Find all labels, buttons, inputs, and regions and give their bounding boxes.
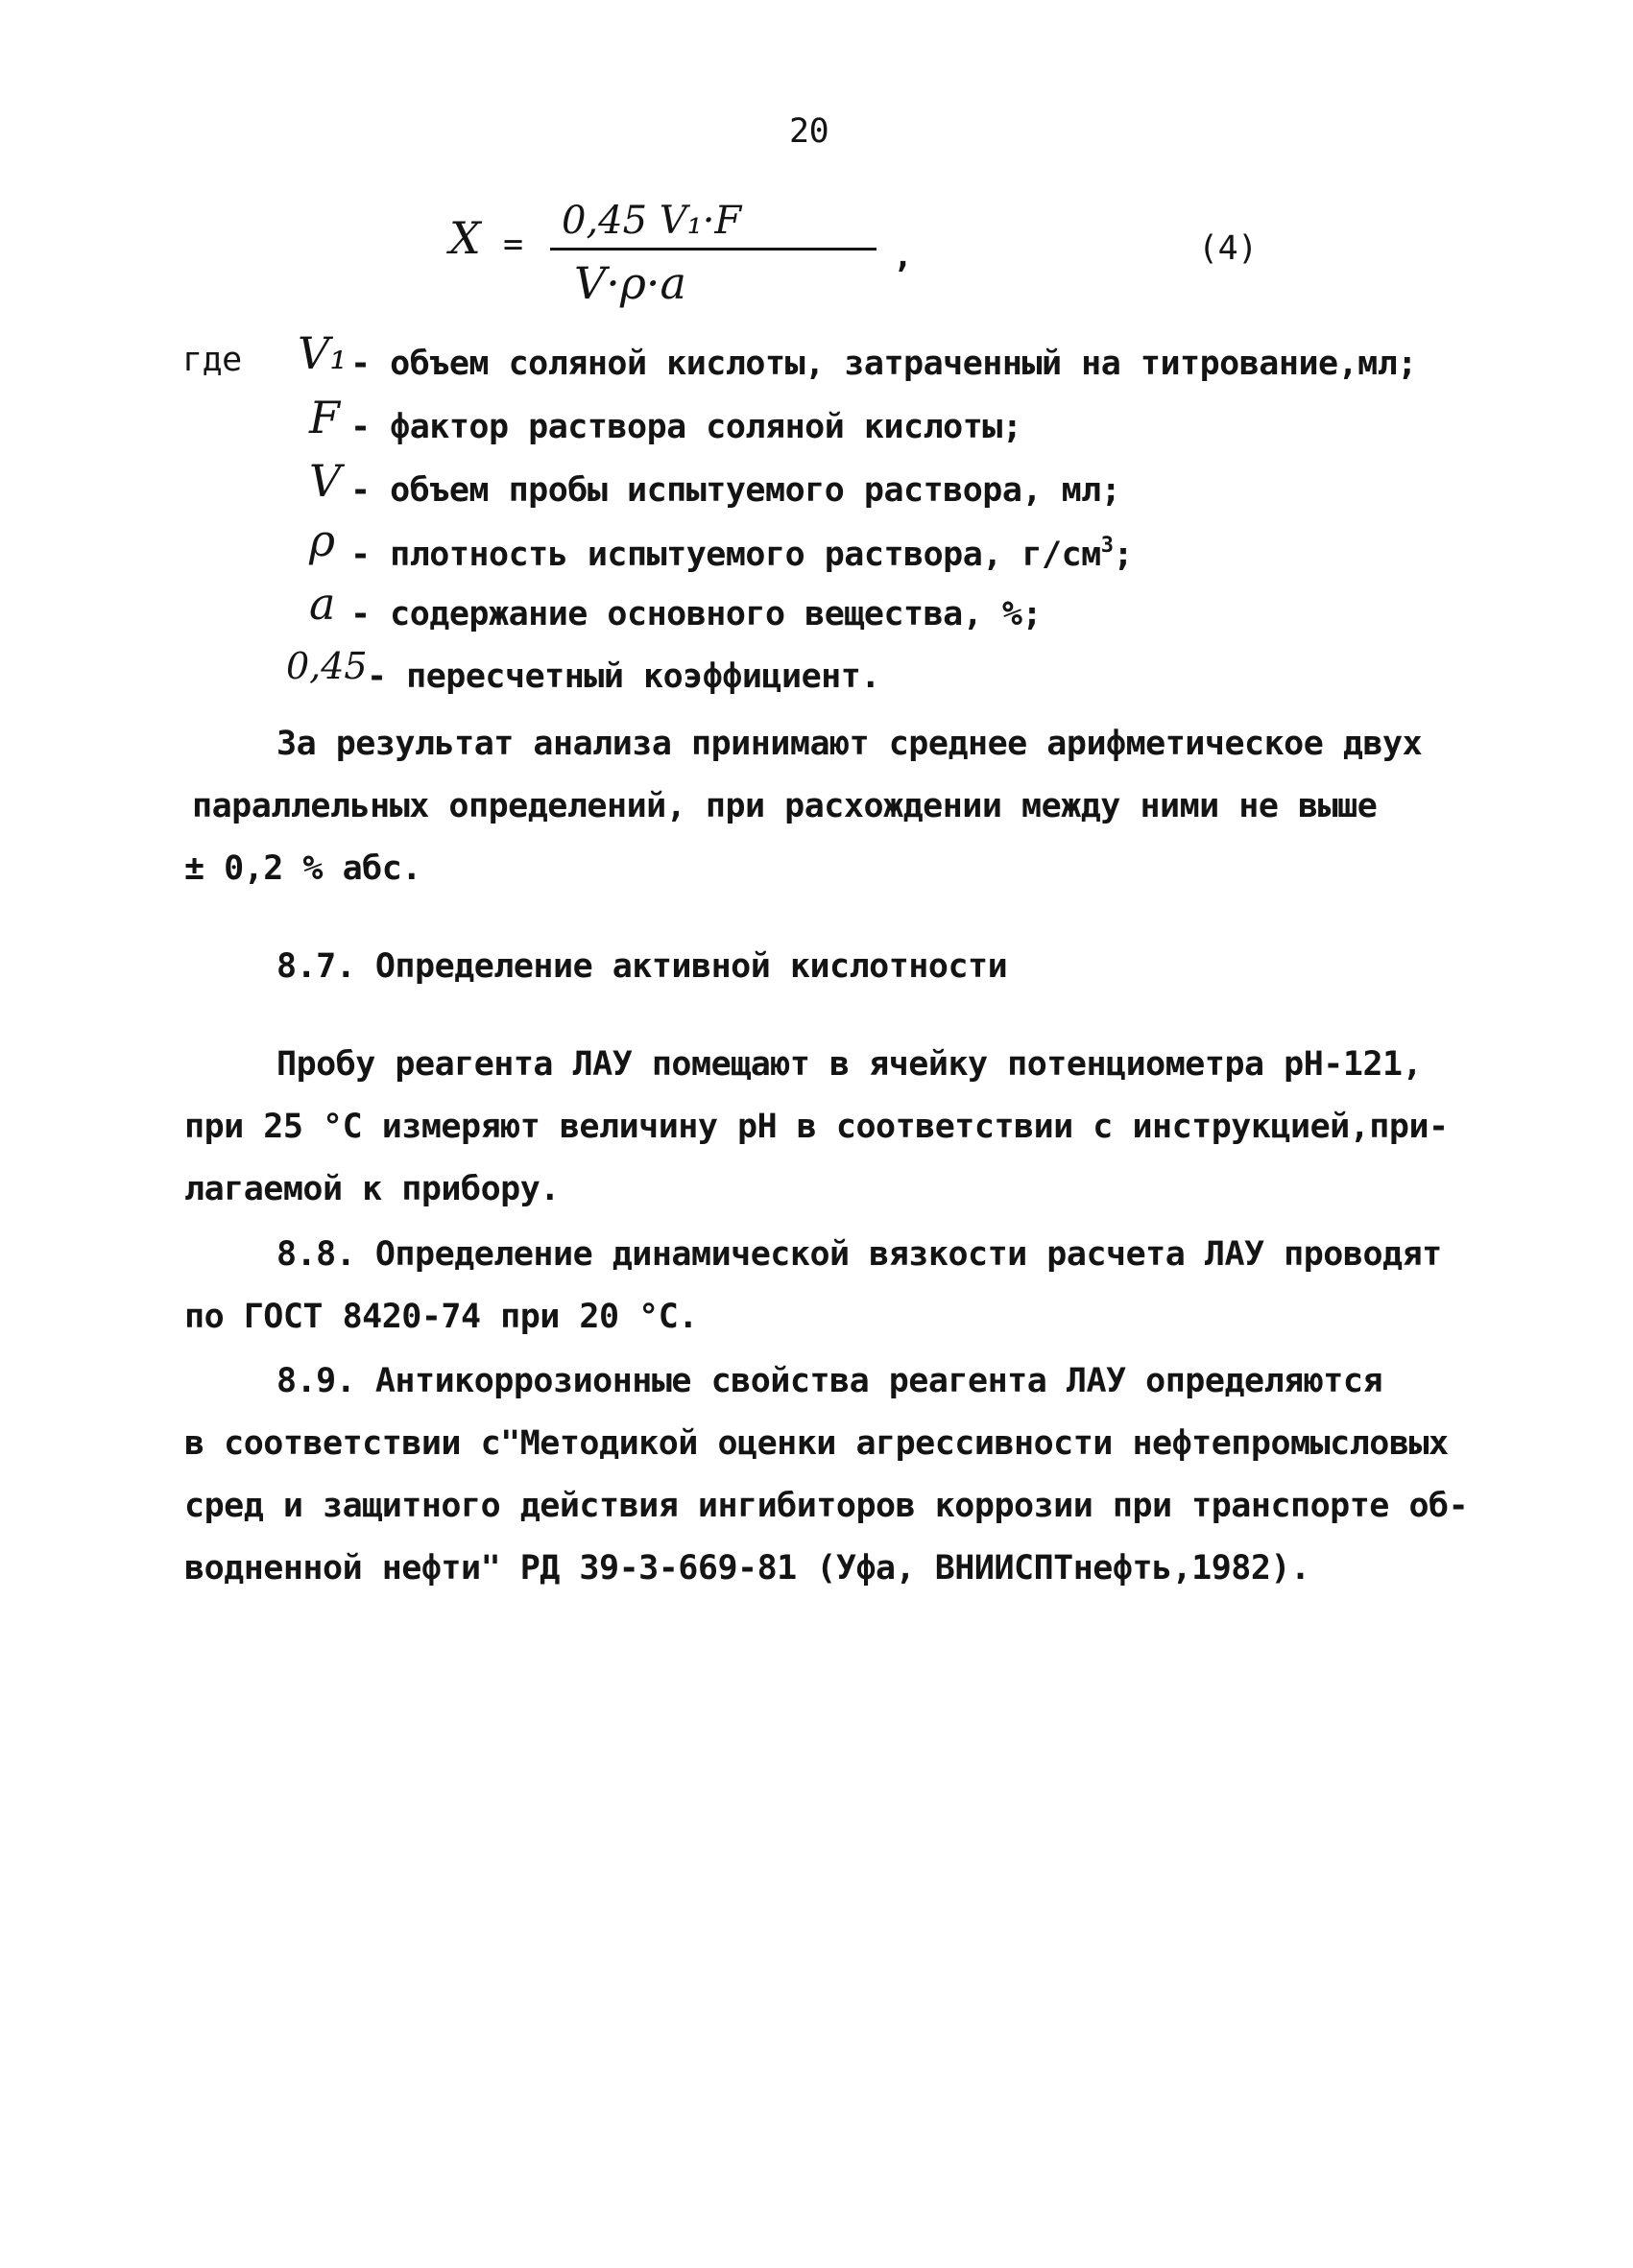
page-number: 20	[789, 112, 829, 151]
superscript: 3	[1100, 534, 1114, 558]
definition-symbol: F	[309, 392, 340, 443]
definition-symbol: V	[309, 455, 342, 507]
formula-comma: ,	[893, 237, 913, 275]
definition-text: - фактор раствора соляной кислоты;	[350, 408, 1022, 446]
formula-number: (4)	[1198, 229, 1258, 268]
definition-symbol: 0,45	[286, 645, 368, 687]
where-label: где	[182, 341, 242, 379]
definition-text: - объем соляной кислоты, затраченный на титрование,мл;	[350, 345, 1417, 383]
definition-text: - пересчетный коэффициент.	[367, 657, 880, 696]
paragraph-line: сред и защитного действия ингибиторов коррозии при транспорте об-	[184, 1487, 1469, 1525]
formula-denominator: V·ρ·a	[574, 257, 686, 309]
paragraph-line: 8.9. Антикоррозионные свойства реагента ЛАУ определяются	[276, 1362, 1383, 1400]
formula-equals: =	[503, 226, 523, 264]
fraction-bar	[550, 248, 877, 251]
definition-text: - плотность испытуемого раствора, $г/см^3$;	[350, 534, 1134, 574]
definition-text: - содержание основного вещества, %;	[350, 595, 1043, 633]
paragraph-line: при 25 °С измеряют величину pH в соответствии с инструкцией,при-	[184, 1108, 1449, 1146]
definition-symbol: ρ	[309, 514, 336, 566]
formula-lhs: X	[449, 212, 481, 264]
definition-symbol: a	[309, 578, 336, 630]
paragraph-line: водненной нефти" РД 39-3-669-81 (Уфа, ВНИИСПТнефть,1982).	[184, 1549, 1310, 1588]
paragraph-line: ± 0,2 % абс.	[184, 849, 421, 888]
paragraph-line: Пробу реагента ЛАУ помещают в ячейку потенциометра pH-121,	[276, 1045, 1423, 1084]
definition-symbol: V₁	[298, 327, 348, 379]
paragraph-line: параллельных определений, при расхождении между ними не выше	[192, 787, 1378, 825]
paragraph-line: в соответствии с"Методикой оценки агрессивности нефтепромысловых	[184, 1424, 1449, 1463]
formula-numerator: 0,45 V₁·F	[562, 199, 742, 243]
paragraph-line: За результат анализа принимают среднее арифметическое двух	[276, 725, 1423, 763]
definition-text: - объем пробы испытуемого раствора, мл;	[350, 471, 1121, 510]
paragraph-line: лагаемой к прибору.	[184, 1170, 560, 1208]
paragraph-line: 8.8. Определение динамической вязкости расчета ЛАУ проводят	[276, 1235, 1442, 1274]
section-heading: 8.7. Определение активной кислотности	[276, 947, 1008, 986]
paragraph-line: по ГОСТ 8420-74 при 20 °С.	[184, 1298, 698, 1336]
